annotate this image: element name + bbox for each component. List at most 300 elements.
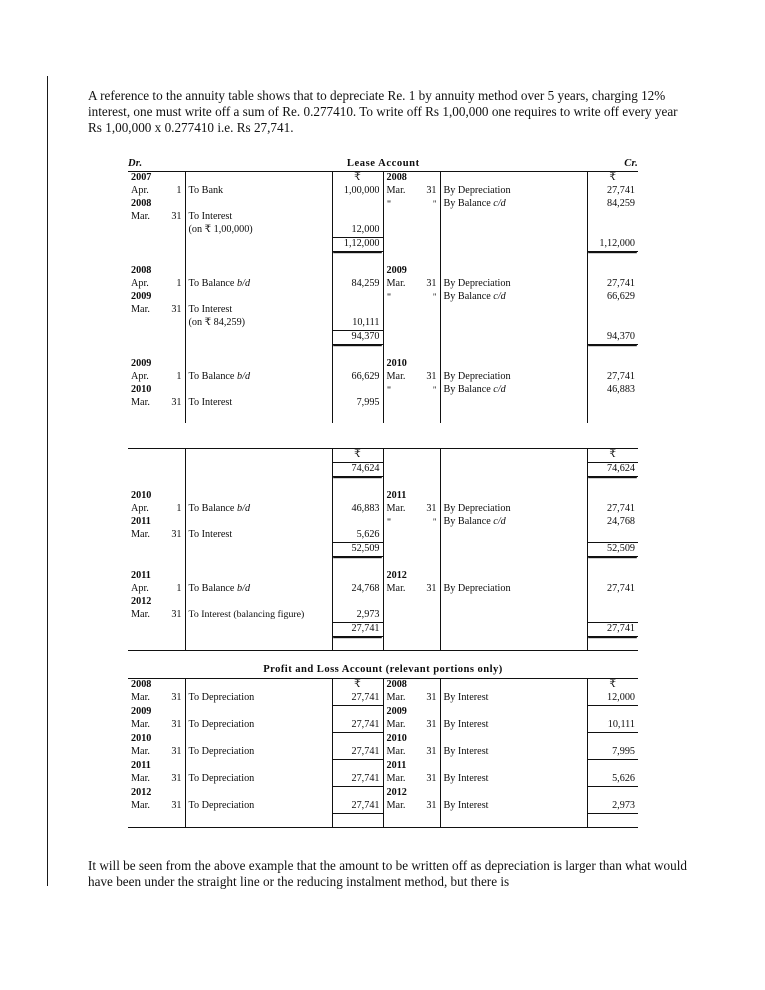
cr-particulars — [440, 224, 587, 238]
dr-particulars: To Interest (balancing figure) — [185, 609, 332, 623]
dr-month: Apr. — [131, 583, 149, 594]
cr-year: 2012 — [383, 787, 417, 801]
cr-particulars — [440, 449, 587, 463]
dr-day — [162, 410, 185, 423]
dr-year: 2009 — [131, 705, 152, 717]
spacer-cell — [128, 814, 162, 828]
cr-currency-symbol: ₹ — [587, 449, 638, 463]
cr-day: 31 — [426, 773, 437, 784]
spacer-cell — [162, 252, 185, 266]
dr-day: 31 — [171, 397, 182, 408]
dr-year: 2007 — [131, 172, 152, 183]
dr-particulars — [185, 679, 332, 693]
spacer-cell — [128, 557, 162, 571]
cr-year — [383, 304, 417, 317]
table-row — [128, 719, 638, 733]
cr-month: Mar. — [383, 371, 417, 384]
table-row — [128, 358, 638, 371]
profit-loss-ledger — [128, 678, 638, 828]
dr-day — [162, 198, 185, 211]
dr-day — [162, 463, 185, 477]
cr-month: Mar. — [383, 583, 417, 596]
table-row — [128, 449, 638, 463]
dr-amount — [332, 760, 383, 774]
cr-amount: 2,973 — [587, 800, 638, 814]
dr-particulars — [185, 331, 332, 345]
table-row — [128, 198, 638, 211]
spacer-cell — [185, 557, 332, 571]
dr-particulars-sub: (on ₹ 1,00,000) — [185, 224, 332, 238]
dr-label: Dr. — [128, 158, 143, 169]
dr-day — [162, 331, 185, 345]
dr-day — [162, 516, 185, 529]
spacer-cell — [417, 252, 440, 266]
table-row-total — [128, 623, 638, 637]
dr-particulars — [185, 596, 332, 609]
cr-ditto-month: " — [383, 291, 417, 304]
dr-amount: 7,995 — [332, 397, 383, 410]
lease-account-header — [128, 158, 638, 171]
dr-month: Apr. — [131, 371, 149, 382]
dr-day — [162, 384, 185, 397]
dr-year — [128, 463, 162, 477]
dr-particulars — [185, 516, 332, 529]
dr-month: Mar. — [131, 719, 150, 730]
cr-year — [383, 543, 417, 557]
cr-month: Mar. — [383, 185, 417, 198]
dr-day — [162, 623, 185, 637]
dr-amount — [332, 733, 383, 747]
spacer-cell — [128, 637, 162, 651]
dr-particulars: To Balance b/d — [185, 583, 332, 596]
dr-year: 2009 — [131, 291, 152, 302]
cr-day: 31 — [426, 583, 437, 594]
dr-particulars — [185, 543, 332, 557]
cr-particulars — [440, 760, 587, 774]
cr-year — [383, 410, 417, 423]
cr-day — [417, 570, 440, 583]
dr-amount — [332, 358, 383, 371]
dr-day — [162, 449, 185, 463]
dr-particulars — [185, 410, 332, 423]
dr-year: 2011 — [131, 759, 151, 771]
dr-particulars — [185, 291, 332, 304]
spacer-cell — [332, 637, 383, 651]
cr-amount — [587, 706, 638, 720]
dr-day — [162, 706, 185, 720]
intro-paragraph: A reference to the annuity table shows that to depreciate Re. 1 by annuity method over 5 years, charging 12% interest, one must write off a sum of Re. 0.277410. To write off Rs 1,00,000 one requires to write off every year Rs 1,00,000 x 0.277410 i.e. Rs 27,741. — [88, 88, 678, 136]
dr-day — [162, 596, 185, 609]
cr-month: Mar. — [383, 746, 417, 760]
dr-day: 31 — [171, 529, 182, 540]
dr-year — [128, 449, 162, 463]
cr-day — [417, 265, 440, 278]
dr-particulars — [185, 787, 332, 801]
cr-amount — [587, 397, 638, 410]
dr-currency-symbol: ₹ — [332, 172, 383, 186]
table-row — [128, 516, 638, 529]
dr-month: Mar. — [131, 773, 150, 784]
dr-particulars-sub: (on ₹ 84,259) — [185, 317, 332, 331]
cr-day — [417, 463, 440, 477]
cr-year — [383, 317, 417, 331]
cr-amount: 27,741 — [587, 185, 638, 198]
block-spacer — [128, 252, 638, 266]
cr-amount: 12,000 — [587, 692, 638, 706]
dr-amount — [332, 490, 383, 503]
dr-year: 2012 — [131, 596, 152, 607]
table-row — [128, 583, 638, 596]
cr-particulars: By Interest — [440, 719, 587, 733]
cr-particulars: By Balance c/d — [440, 516, 587, 529]
dr-particulars: To Depreciation — [185, 800, 332, 814]
cr-particulars — [440, 706, 587, 720]
lease-account-table-part1 — [128, 158, 638, 423]
lease-account-ledger-1 — [128, 171, 638, 423]
dr-year: 2010 — [131, 732, 152, 744]
cr-total: 1,12,000 — [587, 238, 638, 252]
spacer-cell — [128, 345, 162, 359]
lease-account-title: Lease Account — [346, 158, 420, 169]
table-row — [128, 410, 638, 423]
dr-day: 31 — [171, 692, 182, 703]
cr-particulars — [440, 787, 587, 801]
dr-amount: 27,741 — [332, 692, 383, 706]
dr-particulars: To Depreciation — [185, 692, 332, 706]
dr-day: 1 — [176, 583, 182, 594]
spacer-cell — [417, 477, 440, 491]
cr-total: 52,509 — [587, 543, 638, 557]
cr-amount — [587, 733, 638, 747]
dr-amount: 12,000 — [332, 224, 383, 238]
dr-year: 2011 — [131, 570, 151, 581]
cr-amount: 84,259 — [587, 198, 638, 211]
spacer-cell — [185, 637, 332, 651]
cr-currency-symbol: ₹ — [587, 679, 638, 693]
dr-month: Mar. — [131, 529, 150, 540]
dr-month: Apr. — [131, 185, 149, 196]
cr-particulars: By Depreciation — [440, 185, 587, 198]
spacer-cell — [587, 345, 638, 359]
table-row — [128, 503, 638, 516]
spacer-cell — [440, 557, 587, 571]
dr-day — [162, 733, 185, 747]
table-row — [128, 787, 638, 801]
cr-day: 31 — [426, 746, 437, 757]
dr-particulars — [185, 384, 332, 397]
cr-year: 2011 — [383, 490, 417, 503]
cr-particulars: By Balance c/d — [440, 198, 587, 211]
block-spacer — [128, 345, 638, 359]
closing-paragraph-container — [88, 858, 698, 890]
table-row — [128, 490, 638, 503]
dr-year — [128, 543, 162, 557]
dr-particulars — [185, 358, 332, 371]
cr-particulars — [440, 596, 587, 609]
dr-particulars: To Depreciation — [185, 719, 332, 733]
cr-day — [417, 596, 440, 609]
dr-amount — [332, 410, 383, 423]
spacer-cell — [383, 477, 417, 491]
dr-particulars: To Interest — [185, 211, 332, 224]
block-spacer — [128, 557, 638, 571]
dr-day — [162, 317, 185, 331]
profit-loss-account-title: Profit and Loss Account (relevant portions only) — [263, 664, 503, 675]
dr-particulars — [185, 238, 332, 252]
dr-day — [162, 570, 185, 583]
cr-amount: 24,768 — [587, 516, 638, 529]
table-row — [128, 384, 638, 397]
table-row-total — [128, 238, 638, 252]
spacer-cell — [440, 637, 587, 651]
dr-total: 1,12,000 — [332, 238, 383, 252]
cr-particulars — [440, 609, 587, 623]
table-row — [128, 397, 638, 410]
cr-month: Mar. — [383, 800, 417, 814]
cr-year — [383, 596, 417, 609]
dr-day: 31 — [171, 746, 182, 757]
cr-year — [383, 609, 417, 623]
dr-year — [128, 317, 162, 331]
dr-day — [162, 543, 185, 557]
cr-amount: 27,741 — [587, 278, 638, 291]
cr-particulars: By Interest — [440, 800, 587, 814]
dr-month: Mar. — [131, 397, 150, 408]
dr-amount — [332, 265, 383, 278]
cr-particulars — [440, 397, 587, 410]
cr-amount — [587, 317, 638, 331]
dr-particulars: To Interest — [185, 529, 332, 543]
dr-amount: 27,741 — [332, 746, 383, 760]
dr-year: 2008 — [131, 679, 152, 690]
dr-particulars — [185, 198, 332, 211]
dr-year: 2012 — [131, 786, 152, 798]
cr-particulars — [440, 410, 587, 423]
dr-amount — [332, 211, 383, 224]
cr-year: 2008 — [383, 172, 417, 186]
spacer-cell — [440, 345, 587, 359]
dr-day: 31 — [171, 211, 182, 222]
dr-year: 2010 — [131, 490, 152, 501]
dr-day — [162, 760, 185, 774]
dr-day — [162, 679, 185, 693]
spacer-cell — [587, 477, 638, 491]
dr-year — [128, 410, 162, 423]
table-row — [128, 265, 638, 278]
cr-particulars: By Interest — [440, 746, 587, 760]
cr-particulars — [440, 331, 587, 345]
dr-amount — [332, 384, 383, 397]
profit-loss-account-table — [128, 664, 638, 828]
cr-day — [417, 397, 440, 410]
dr-total: 94,370 — [332, 331, 383, 345]
dr-year — [128, 331, 162, 345]
dr-particulars — [185, 463, 332, 477]
cr-ditto-month: " — [383, 516, 417, 529]
dr-amount — [332, 787, 383, 801]
dr-particulars — [185, 172, 332, 186]
dr-amount: 27,741 — [332, 719, 383, 733]
cr-year — [383, 449, 417, 463]
cr-year: 2009 — [383, 706, 417, 720]
cr-particulars — [440, 304, 587, 317]
table-row — [128, 371, 638, 384]
cr-particulars: By Depreciation — [440, 371, 587, 384]
dr-year: 2009 — [131, 358, 152, 369]
cr-particulars: By Balance c/d — [440, 291, 587, 304]
cr-day — [417, 490, 440, 503]
dr-particulars: To Interest — [185, 304, 332, 317]
dr-amount — [332, 198, 383, 211]
cr-amount — [587, 529, 638, 543]
cr-ditto-month: " — [383, 198, 417, 211]
cr-day: 31 — [426, 719, 437, 730]
dr-particulars — [185, 570, 332, 583]
dr-amount — [332, 570, 383, 583]
cr-particulars: By Balance c/d — [440, 384, 587, 397]
spacer-cell — [185, 814, 332, 828]
cr-month: Mar. — [383, 773, 417, 787]
spacer-cell — [332, 477, 383, 491]
cr-particulars: By Depreciation — [440, 583, 587, 596]
dr-amount — [332, 516, 383, 529]
table-row — [128, 760, 638, 774]
cr-day: 31 — [426, 185, 437, 196]
cr-day — [417, 529, 440, 543]
dr-amount: 46,883 — [332, 503, 383, 516]
dr-particulars — [185, 623, 332, 637]
dr-particulars: To Balance b/d — [185, 503, 332, 516]
cr-day — [417, 543, 440, 557]
table-row — [128, 692, 638, 706]
dr-month: Mar. — [131, 746, 150, 757]
dr-month: Mar. — [131, 800, 150, 811]
table-row — [128, 706, 638, 720]
cr-particulars: By Interest — [440, 692, 587, 706]
dr-year: 2008 — [131, 198, 152, 209]
spacer-cell — [162, 814, 185, 828]
dr-year — [128, 623, 162, 637]
spacer-cell — [440, 814, 587, 828]
dr-amount: 5,626 — [332, 529, 383, 543]
cr-year — [383, 238, 417, 252]
dr-particulars: To Depreciation — [185, 746, 332, 760]
table-row-carryforward — [128, 463, 638, 477]
table-row — [128, 529, 638, 543]
cr-particulars — [440, 529, 587, 543]
cr-day — [417, 679, 440, 693]
dr-month: Apr. — [131, 278, 149, 289]
lease-account-table-part2 — [128, 448, 638, 651]
cr-particulars — [440, 733, 587, 747]
dr-year — [128, 238, 162, 252]
dr-day — [162, 265, 185, 278]
spacer-cell — [383, 637, 417, 651]
cr-particulars: By Interest — [440, 773, 587, 787]
cr-amount — [587, 570, 638, 583]
cr-day — [417, 760, 440, 774]
cr-ditto-day: " — [432, 385, 437, 395]
table-row — [128, 800, 638, 814]
cr-total: 27,741 — [587, 623, 638, 637]
dr-day: 31 — [171, 800, 182, 811]
spacer-cell — [162, 345, 185, 359]
cr-day — [417, 733, 440, 747]
cr-day — [417, 410, 440, 423]
block-spacer — [128, 477, 638, 491]
table-row — [128, 733, 638, 747]
dr-year: 2011 — [131, 516, 151, 527]
dr-particulars: To Depreciation — [185, 773, 332, 787]
cr-amount: 27,741 — [587, 503, 638, 516]
dr-carry-forward: 74,624 — [332, 463, 383, 477]
dr-particulars — [185, 265, 332, 278]
dr-day: 1 — [176, 185, 182, 196]
dr-particulars — [185, 490, 332, 503]
spacer-cell — [185, 345, 332, 359]
dr-day — [162, 787, 185, 801]
spacer-cell — [417, 637, 440, 651]
cr-day — [417, 317, 440, 331]
spacer-cell — [587, 637, 638, 651]
table-row-total — [128, 331, 638, 345]
table-row — [128, 278, 638, 291]
lease-account-ledger-2 — [128, 448, 638, 651]
dr-day — [162, 224, 185, 238]
spacer-cell — [587, 814, 638, 828]
cr-particulars — [440, 570, 587, 583]
cr-month: Mar. — [383, 719, 417, 733]
dr-amount: 66,629 — [332, 371, 383, 384]
cr-year — [383, 397, 417, 410]
spacer-cell — [162, 557, 185, 571]
table-row — [128, 304, 638, 317]
cr-day: 31 — [426, 278, 437, 289]
spacer-cell — [383, 814, 417, 828]
cr-month: Mar. — [383, 278, 417, 291]
cr-total: 94,370 — [587, 331, 638, 345]
spacer-cell — [162, 637, 185, 651]
dr-day: 1 — [176, 278, 182, 289]
cr-day: 31 — [426, 371, 437, 382]
table-row — [128, 609, 638, 623]
cr-amount — [587, 224, 638, 238]
dr-day: 1 — [176, 503, 182, 514]
cr-day — [417, 609, 440, 623]
cr-currency-symbol: ₹ — [587, 172, 638, 186]
spacer-cell — [185, 477, 332, 491]
spacer-cell — [332, 557, 383, 571]
table-row-total — [128, 543, 638, 557]
cr-day — [417, 623, 440, 637]
cr-day: 31 — [426, 800, 437, 811]
spacer-cell — [162, 477, 185, 491]
cr-particulars: By Depreciation — [440, 278, 587, 291]
cr-year: 2010 — [383, 733, 417, 747]
table-row — [128, 570, 638, 583]
spacer-cell — [417, 557, 440, 571]
table-row — [128, 773, 638, 787]
spacer-cell — [587, 557, 638, 571]
dr-currency-symbol: ₹ — [332, 679, 383, 693]
cr-year — [383, 463, 417, 477]
cr-particulars — [440, 317, 587, 331]
cr-amount: 27,741 — [587, 583, 638, 596]
spacer-cell — [587, 252, 638, 266]
cr-year — [383, 529, 417, 543]
cr-ditto-day: " — [432, 292, 437, 302]
cr-particulars — [440, 463, 587, 477]
